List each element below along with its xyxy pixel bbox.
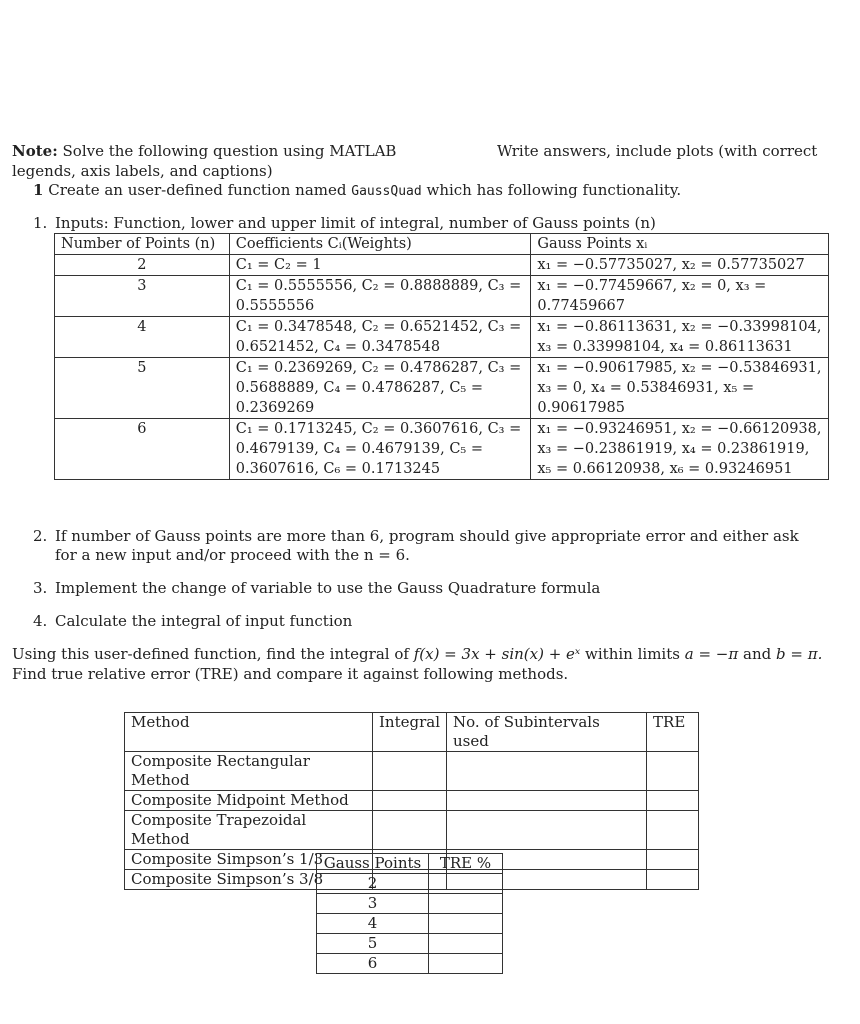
gauss-point-count: 3	[317, 894, 429, 914]
method-name: Composite Trapezoidal Method	[125, 811, 373, 850]
gauss-point-count: 5	[317, 934, 429, 954]
table-row	[125, 811, 699, 850]
table-row	[55, 419, 829, 480]
row-n: 2	[55, 255, 230, 276]
function-formula: f(x) = 3x + sin(x) + eˣ	[413, 645, 581, 663]
task-pre: Create an user-defined function named	[48, 181, 347, 199]
function-name: GaussQuad	[351, 184, 422, 199]
tre-cell[interactable]	[429, 894, 503, 914]
row-weights: C₁ = 0.3478548, C₂ = 0.6521452, C₃ = 0.6521452, C₄ = 0.3478548	[229, 317, 531, 358]
item-text: Inputs: Function, lower and upper limit of integral, number of Gauss points (n)	[55, 214, 656, 232]
row-points: x₁ = −0.90617985, x₂ = −0.53846931, x₃ = 0, x₄ = 0.53846931, x₅ = 0.90617985	[531, 358, 829, 419]
table-row	[55, 276, 829, 317]
row-weights: C₁ = 0.2369269, C₂ = 0.4786287, C₃ = 0.5688889, C₄ = 0.4786287, C₅ = 0.2369269	[229, 358, 531, 419]
table-row	[317, 894, 503, 914]
note-label: Note:	[12, 142, 58, 160]
tre-cell[interactable]	[647, 811, 699, 850]
row-weights: C₁ = 0.1713245, C₂ = 0.3607616, C₃ = 0.4679139, C₄ = 0.4679139, C₅ = 0.3607616, C₆ = 0.1713245	[229, 419, 531, 480]
note-right: Write answers, include plots (with correct	[497, 142, 818, 160]
lower-limit: a = −π	[684, 645, 739, 663]
method-name: Composite Midpoint Method	[125, 791, 373, 811]
subintervals-cell[interactable]	[447, 811, 647, 850]
note-line	[12, 142, 396, 161]
row-weights: C₁ = 0.5555556, C₂ = 0.8888889, C₃ = 0.5555556	[229, 276, 531, 317]
row-n: 6	[55, 419, 230, 480]
task-line	[33, 181, 681, 200]
row-n: 4	[55, 317, 230, 358]
gauss-point-count: 2	[317, 874, 429, 894]
note-line2: legends, axis labels, and captions)	[12, 162, 273, 180]
task-post: which has following functionality.	[426, 181, 682, 199]
table-row	[125, 791, 699, 811]
tre-cell[interactable]	[647, 870, 699, 890]
table-row	[317, 954, 503, 974]
subintervals-cell[interactable]	[447, 752, 647, 791]
integral-cell[interactable]	[373, 752, 447, 791]
statement-text: and	[743, 645, 772, 663]
header-tre-percent: TRE %	[429, 854, 503, 874]
problem-statement	[12, 645, 852, 664]
header-num-points: Number of Points (n)	[55, 234, 230, 255]
table-row	[125, 752, 699, 791]
gauss-point-count: 4	[317, 914, 429, 934]
table-row	[317, 914, 503, 934]
table-row	[317, 934, 503, 954]
header-subintervals: No. of Subintervals used	[447, 713, 647, 752]
item-number: 1.	[33, 214, 48, 232]
gauss-tre-table	[316, 853, 503, 974]
table-header-row	[125, 713, 699, 752]
header-integral: Integral	[373, 713, 447, 752]
item-number: 2.	[33, 527, 48, 545]
gauss-table	[54, 233, 829, 480]
statement-text: Using this user-defined function, find the integral of	[12, 645, 409, 663]
tre-cell[interactable]	[429, 914, 503, 934]
upper-limit: b = π.	[776, 645, 823, 663]
row-weights: C₁ = C₂ = 1	[229, 255, 531, 276]
table-header-row	[55, 234, 829, 255]
header-gauss-points: Gauss Points	[317, 854, 429, 874]
list-item-3	[33, 579, 823, 598]
tre-cell[interactable]	[647, 791, 699, 811]
list-item-1	[33, 214, 823, 233]
row-points: x₁ = −0.77459667, x₂ = 0, x₃ = 0.77459667	[531, 276, 829, 317]
item-text: Calculate the integral of input function	[55, 612, 353, 630]
list-item-2	[33, 527, 823, 565]
table-header-row	[317, 854, 503, 874]
table-row	[55, 255, 829, 276]
table-row	[55, 358, 829, 419]
item-text: If number of Gauss points are more than 6, program should give appropriate error and either ask for a new input and/or proceed with the n = 6.	[55, 527, 799, 564]
statement-line2: Find true relative error (TRE) and compare it against following methods.	[12, 665, 569, 683]
table-row	[317, 874, 503, 894]
header-coefficients: Coefficients Cᵢ(Weights)	[229, 234, 531, 255]
subintervals-cell[interactable]	[447, 791, 647, 811]
method-name: Composite Simpson’s 3/8	[125, 870, 373, 890]
tre-cell[interactable]	[647, 850, 699, 870]
header-method: Method	[125, 713, 373, 752]
note-text: Solve the following question using MATLAB	[62, 142, 397, 160]
integral-cell[interactable]	[373, 791, 447, 811]
method-name: Composite Rectangular Method	[125, 752, 373, 791]
list-item-4	[33, 612, 823, 631]
tre-cell[interactable]	[429, 874, 503, 894]
item-number: 4.	[33, 612, 48, 630]
item-text: Implement the change of variable to use the Gauss Quadrature formula	[55, 579, 601, 597]
table-row	[55, 317, 829, 358]
statement-text: within limits	[585, 645, 680, 663]
item-number: 3.	[33, 579, 48, 597]
gauss-point-count: 6	[317, 954, 429, 974]
header-gauss-points: Gauss Points xᵢ	[531, 234, 829, 255]
row-points: x₁ = −0.93246951, x₂ = −0.66120938, x₃ = −0.23861919, x₄ = 0.23861919, x₅ = 0.66120938, x₆ = 0.93246951	[531, 419, 829, 480]
row-n: 3	[55, 276, 230, 317]
tre-cell[interactable]	[647, 752, 699, 791]
method-name: Composite Simpson’s 1/3	[125, 850, 373, 870]
tre-cell[interactable]	[429, 934, 503, 954]
row-n: 5	[55, 358, 230, 419]
task-number: 1	[33, 181, 44, 199]
row-points: x₁ = −0.86113631, x₂ = −0.33998104, x₃ = 0.33998104, x₄ = 0.86113631	[531, 317, 829, 358]
tre-cell[interactable]	[429, 954, 503, 974]
header-tre: TRE	[647, 713, 699, 752]
row-points: x₁ = −0.57735027, x₂ = 0.57735027	[531, 255, 829, 276]
integral-cell[interactable]	[373, 811, 447, 850]
